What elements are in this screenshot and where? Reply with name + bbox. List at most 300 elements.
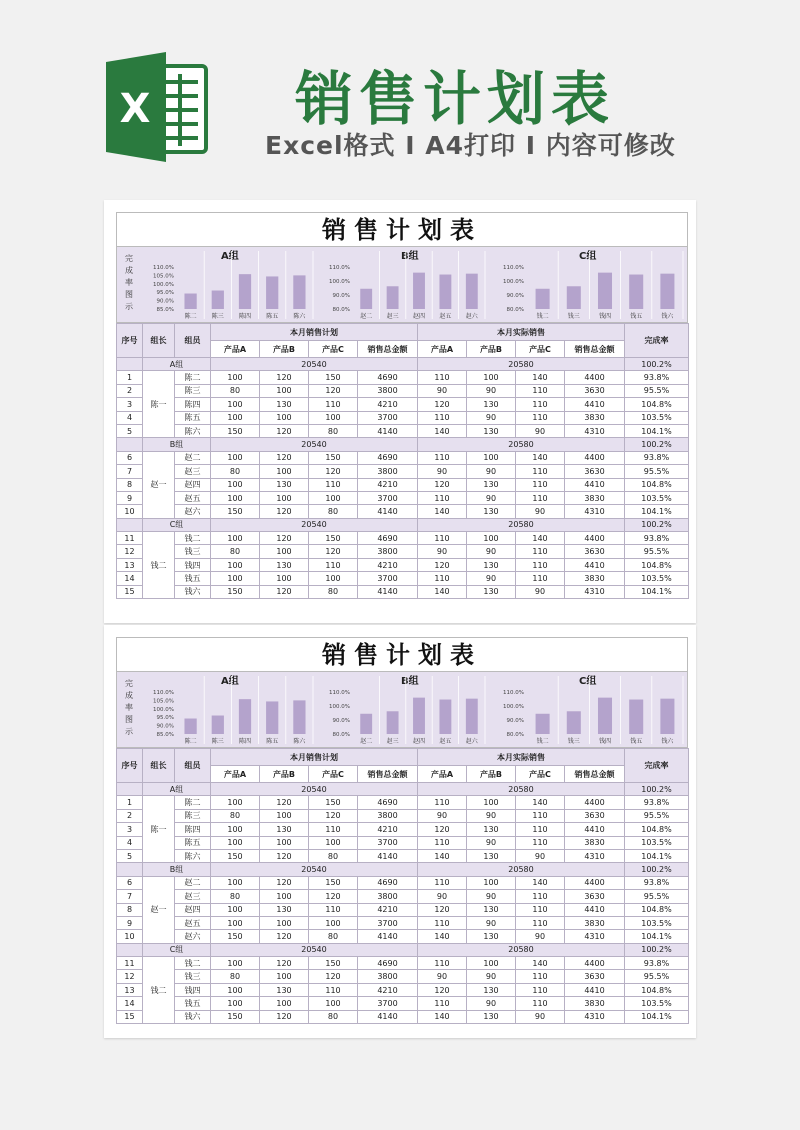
x-tick-label: 赵二 [360,313,373,320]
value-cell: 80 [211,545,260,558]
chart-bar [598,273,612,309]
value-cell: 90 [467,809,516,822]
value-cell: 104.1% [625,505,689,518]
value-cell: 103.5% [625,411,689,424]
value-cell: 100 [211,997,260,1010]
col-subheader: 产品C [309,341,358,358]
chart-bar [629,275,643,309]
value-cell: 120 [260,796,309,809]
leader-cell: 赵一 [143,451,175,518]
leader-cell: 陈一 [143,796,175,863]
value-cell: 150 [211,424,260,437]
chart-bar [212,291,224,309]
x-tick-label: 钱六 [661,738,674,745]
member-cell: 陈三 [175,809,211,822]
group-summary-row [117,943,689,956]
col-header-leader: 组长 [143,749,175,783]
value-cell: 80 [211,809,260,822]
value-cell: 110 [418,997,467,1010]
value-cell: 130 [467,983,516,996]
value-cell: 3800 [358,545,418,558]
value-cell: 110 [418,916,467,929]
value-cell: 140 [418,585,467,598]
seq-cell: 14 [117,997,143,1010]
table-row [117,585,689,598]
chart-bar [598,698,612,734]
value-cell: 93.8% [625,796,689,809]
x-tick-label: 钱六 [661,313,674,320]
chart-title: B组 [401,676,419,687]
value-cell: 4410 [565,398,625,411]
group-seq-cell [117,783,143,796]
group-rate: 100.2% [625,863,689,876]
value-cell: 100 [211,796,260,809]
member-cell: 赵六 [175,930,211,943]
value-cell: 120 [418,558,467,571]
table-row [117,478,689,491]
value-cell: 150 [211,930,260,943]
table-row [117,823,689,836]
member-cell: 钱五 [175,997,211,1010]
col-subheader: 销售总金额 [358,341,418,358]
value-cell: 104.1% [625,424,689,437]
y-tick-label: 110.0% [503,265,524,271]
value-cell: 100 [467,876,516,889]
group-plan-total: 20540 [211,518,418,531]
value-cell: 100 [211,491,260,504]
value-cell: 95.5% [625,970,689,983]
value-cell: 120 [309,465,358,478]
table-row [117,505,689,518]
table-row [117,558,689,571]
value-cell: 120 [418,398,467,411]
group-summary-row [117,358,689,371]
member-cell: 陈四 [175,398,211,411]
value-cell: 4310 [565,424,625,437]
value-cell: 150 [211,1010,260,1023]
value-cell: 100 [260,465,309,478]
chart-bar [466,274,478,309]
value-cell: 120 [309,809,358,822]
seq-cell: 1 [117,796,143,809]
value-cell: 110 [516,491,565,504]
value-cell: 4690 [358,451,418,464]
value-cell: 100 [211,572,260,585]
value-cell: 104.8% [625,903,689,916]
value-cell: 90 [516,424,565,437]
table-row [117,930,689,943]
chart-bar [413,273,425,309]
value-cell: 4690 [358,371,418,384]
rate-chart-label-char: 率 [125,703,133,712]
value-cell: 100 [467,371,516,384]
col-subheader: 产品A [418,341,467,358]
page-title: 销售计划表 [295,65,616,133]
value-cell: 4400 [565,957,625,970]
x-tick-label: 钱四 [598,738,612,745]
chart-bar [184,294,196,309]
chart-bar [293,275,305,309]
table-row [117,796,689,809]
chart-1 [321,247,489,322]
value-cell: 100 [211,398,260,411]
value-cell: 100 [211,823,260,836]
value-cell: 3630 [565,809,625,822]
y-tick-label: 80.0% [332,732,350,738]
chart-bar [567,711,581,734]
value-cell: 110 [516,478,565,491]
chart-bar [387,286,399,309]
value-cell: 120 [418,478,467,491]
member-cell: 钱五 [175,572,211,585]
group-rate: 100.2% [625,518,689,531]
value-cell: 150 [211,849,260,862]
rate-chart-label-char: 成 [125,691,133,700]
value-cell: 100 [211,836,260,849]
member-cell: 赵二 [175,876,211,889]
table-row [117,876,689,889]
bar-chart-svg [145,672,317,747]
x-tick-label: 陈六 [293,738,306,745]
rate-chart-label-char: 示 [125,302,133,311]
col-header-actual: 本月实际销售 [418,324,625,341]
value-cell: 80 [309,849,358,862]
value-cell: 100 [309,572,358,585]
y-tick-label: 95.0% [156,290,174,297]
value-cell: 150 [309,371,358,384]
value-cell: 95.5% [625,545,689,558]
rate-chart-label [123,253,135,313]
value-cell: 100 [211,478,260,491]
table-row [117,411,689,424]
value-cell: 93.8% [625,371,689,384]
group-actual-total: 20580 [418,518,625,531]
table-row [117,836,689,849]
value-cell: 103.5% [625,572,689,585]
value-cell: 100 [260,572,309,585]
y-tick-label: 110.0% [153,690,174,696]
y-tick-label: 80.0% [506,732,524,738]
leader-cell: 钱二 [143,532,175,599]
table-row [117,572,689,585]
member-cell: 赵四 [175,478,211,491]
value-cell: 4140 [358,849,418,862]
value-cell: 120 [260,585,309,598]
value-cell: 100 [211,411,260,424]
value-cell: 110 [418,532,467,545]
value-cell: 150 [309,876,358,889]
value-cell: 110 [516,997,565,1010]
value-cell: 110 [418,836,467,849]
rate-chart-label [123,678,135,738]
value-cell: 104.1% [625,930,689,943]
value-cell: 110 [516,411,565,424]
value-cell: 130 [467,398,516,411]
value-cell: 4400 [565,532,625,545]
seq-cell: 4 [117,836,143,849]
y-tick-label: 95.0% [156,715,174,722]
table-row [117,970,689,983]
x-tick-label: 赵三 [386,313,399,320]
value-cell: 3830 [565,997,625,1010]
value-cell: 3800 [358,809,418,822]
sales-plan-table [116,323,689,599]
value-cell: 90 [418,890,467,903]
seq-cell: 15 [117,585,143,598]
value-cell: 110 [309,823,358,836]
value-cell: 80 [309,585,358,598]
col-subheader: 销售总金额 [565,766,625,783]
col-subheader: 产品A [211,341,260,358]
table-row [117,545,689,558]
value-cell: 4140 [358,1010,418,1023]
x-tick-label: 陈六 [293,313,306,320]
value-cell: 103.5% [625,491,689,504]
value-cell: 130 [260,558,309,571]
value-cell: 110 [516,983,565,996]
chart-2 [495,672,687,747]
x-tick-label: 陈二 [184,313,197,320]
chart-bar [536,289,550,309]
col-subheader: 产品A [211,766,260,783]
value-cell: 4410 [565,903,625,916]
value-cell: 80 [309,930,358,943]
value-cell: 3800 [358,890,418,903]
sheet-title: 销售计划表 [116,637,688,671]
member-cell: 赵三 [175,890,211,903]
leader-cell: 赵一 [143,876,175,943]
value-cell: 130 [467,505,516,518]
bar-chart-svg [495,247,687,322]
value-cell: 130 [467,478,516,491]
value-cell: 90 [516,505,565,518]
seq-cell: 12 [117,970,143,983]
value-cell: 100 [260,491,309,504]
value-cell: 120 [309,890,358,903]
group-seq-cell [117,943,143,956]
value-cell: 4140 [358,424,418,437]
seq-cell: 15 [117,1010,143,1023]
value-cell: 110 [516,545,565,558]
value-cell: 120 [260,876,309,889]
value-cell: 130 [467,558,516,571]
value-cell: 150 [309,451,358,464]
value-cell: 90 [467,836,516,849]
value-cell: 93.8% [625,532,689,545]
value-cell: 110 [418,572,467,585]
member-cell: 陈五 [175,836,211,849]
value-cell: 100 [260,411,309,424]
member-cell: 钱二 [175,957,211,970]
value-cell: 90 [418,545,467,558]
value-cell: 104.8% [625,398,689,411]
col-subheader: 产品C [309,766,358,783]
value-cell: 4210 [358,983,418,996]
value-cell: 120 [418,903,467,916]
member-cell: 陈六 [175,849,211,862]
y-tick-label: 90.0% [506,718,524,724]
value-cell: 90 [516,849,565,862]
group-actual-total: 20580 [418,438,625,451]
value-cell: 4400 [565,796,625,809]
value-cell: 4140 [358,930,418,943]
value-cell: 103.5% [625,997,689,1010]
value-cell: 90 [516,930,565,943]
value-cell: 100 [211,957,260,970]
chart-bar [567,286,581,309]
value-cell: 100 [467,957,516,970]
group-name: C组 [143,943,211,956]
value-cell: 140 [418,930,467,943]
seq-cell: 9 [117,491,143,504]
x-tick-label: 陈二 [184,738,197,745]
member-cell: 赵二 [175,451,211,464]
page-header [0,0,800,195]
value-cell: 130 [260,903,309,916]
table-row [117,890,689,903]
col-subheader: 产品C [516,766,565,783]
value-cell: 130 [467,585,516,598]
seq-cell: 5 [117,424,143,437]
chart-0 [145,672,317,747]
value-cell: 4410 [565,478,625,491]
member-cell: 陈四 [175,823,211,836]
value-cell: 100 [260,836,309,849]
table-header-row [117,749,689,766]
col-subheader: 产品B [260,766,309,783]
rate-chart-label-char: 示 [125,727,133,736]
value-cell: 120 [260,930,309,943]
y-tick-label: 80.0% [506,307,524,313]
value-cell: 110 [516,384,565,397]
value-cell: 110 [418,371,467,384]
chart-title: C组 [579,251,597,262]
group-plan-total: 20540 [211,438,418,451]
table-row [117,997,689,1010]
chart-bar [439,275,451,309]
value-cell: 140 [516,371,565,384]
seq-cell: 8 [117,903,143,916]
y-tick-label: 85.0% [156,732,174,738]
value-cell: 120 [309,545,358,558]
group-summary-row [117,783,689,796]
value-cell: 90 [418,809,467,822]
x-tick-label: 钱二 [536,313,549,320]
table-row [117,957,689,970]
value-cell: 130 [260,983,309,996]
value-cell: 140 [516,451,565,464]
group-seq-cell [117,358,143,371]
group-rate: 100.2% [625,358,689,371]
value-cell: 3630 [565,890,625,903]
value-cell: 120 [260,957,309,970]
y-tick-label: 100.0% [503,279,524,285]
chart-bar [360,714,372,734]
value-cell: 100 [211,876,260,889]
value-cell: 100 [211,558,260,571]
value-cell: 3830 [565,411,625,424]
chart-bar [536,714,550,734]
value-cell: 95.5% [625,465,689,478]
value-cell: 90 [516,1010,565,1023]
value-cell: 110 [516,558,565,571]
value-cell: 90 [467,491,516,504]
sheet-preview-2 [104,625,696,1038]
value-cell: 110 [309,558,358,571]
table-row [117,1010,689,1023]
value-cell: 4400 [565,876,625,889]
group-name: B组 [143,438,211,451]
value-cell: 130 [260,398,309,411]
seq-cell: 13 [117,558,143,571]
group-plan-total: 20540 [211,943,418,956]
rate-chart-label-char: 图 [125,715,133,724]
y-tick-label: 100.0% [503,704,524,710]
value-cell: 4400 [565,371,625,384]
table-row [117,903,689,916]
y-tick-label: 85.0% [156,307,174,313]
chart-bar [212,716,224,734]
rate-chart-label-char: 完 [125,254,133,263]
value-cell: 80 [211,890,260,903]
value-cell: 110 [418,491,467,504]
table-row [117,532,689,545]
value-cell: 110 [516,916,565,929]
value-cell: 100 [211,451,260,464]
rate-chart-label-char: 成 [125,266,133,275]
chart-bar [413,698,425,734]
value-cell: 90 [467,890,516,903]
value-cell: 100 [211,916,260,929]
value-cell: 110 [516,903,565,916]
group-plan-total: 20540 [211,783,418,796]
value-cell: 100 [467,532,516,545]
chart-bar [629,700,643,734]
table-row [117,371,689,384]
value-cell: 110 [418,957,467,970]
x-tick-label: 陈三 [211,313,224,320]
table-row [117,916,689,929]
sales-plan-table [116,748,689,1024]
value-cell: 90 [467,970,516,983]
value-cell: 3630 [565,465,625,478]
y-tick-label: 90.0% [156,298,174,305]
value-cell: 4140 [358,505,418,518]
seq-cell: 8 [117,478,143,491]
chart-bar [466,699,478,734]
y-tick-label: 110.0% [503,690,524,696]
y-tick-label: 105.0% [153,273,174,280]
seq-cell: 12 [117,545,143,558]
y-tick-label: 100.0% [153,281,174,288]
page-subtitle: Excel格式 I A4打印 I 内容可修改 [265,131,676,160]
value-cell: 110 [418,796,467,809]
group-plan-total: 20540 [211,863,418,876]
value-cell: 4410 [565,983,625,996]
group-name: B组 [143,863,211,876]
seq-cell: 14 [117,572,143,585]
x-tick-label: 赵三 [386,738,399,745]
value-cell: 100 [260,384,309,397]
value-cell: 80 [309,1010,358,1023]
col-header-leader: 组长 [143,324,175,358]
col-header-plan: 本月销售计划 [211,749,418,766]
group-actual-total: 20580 [418,358,625,371]
group-rate: 100.2% [625,438,689,451]
value-cell: 3830 [565,836,625,849]
x-tick-label: 钱五 [630,313,643,320]
value-cell: 110 [309,478,358,491]
